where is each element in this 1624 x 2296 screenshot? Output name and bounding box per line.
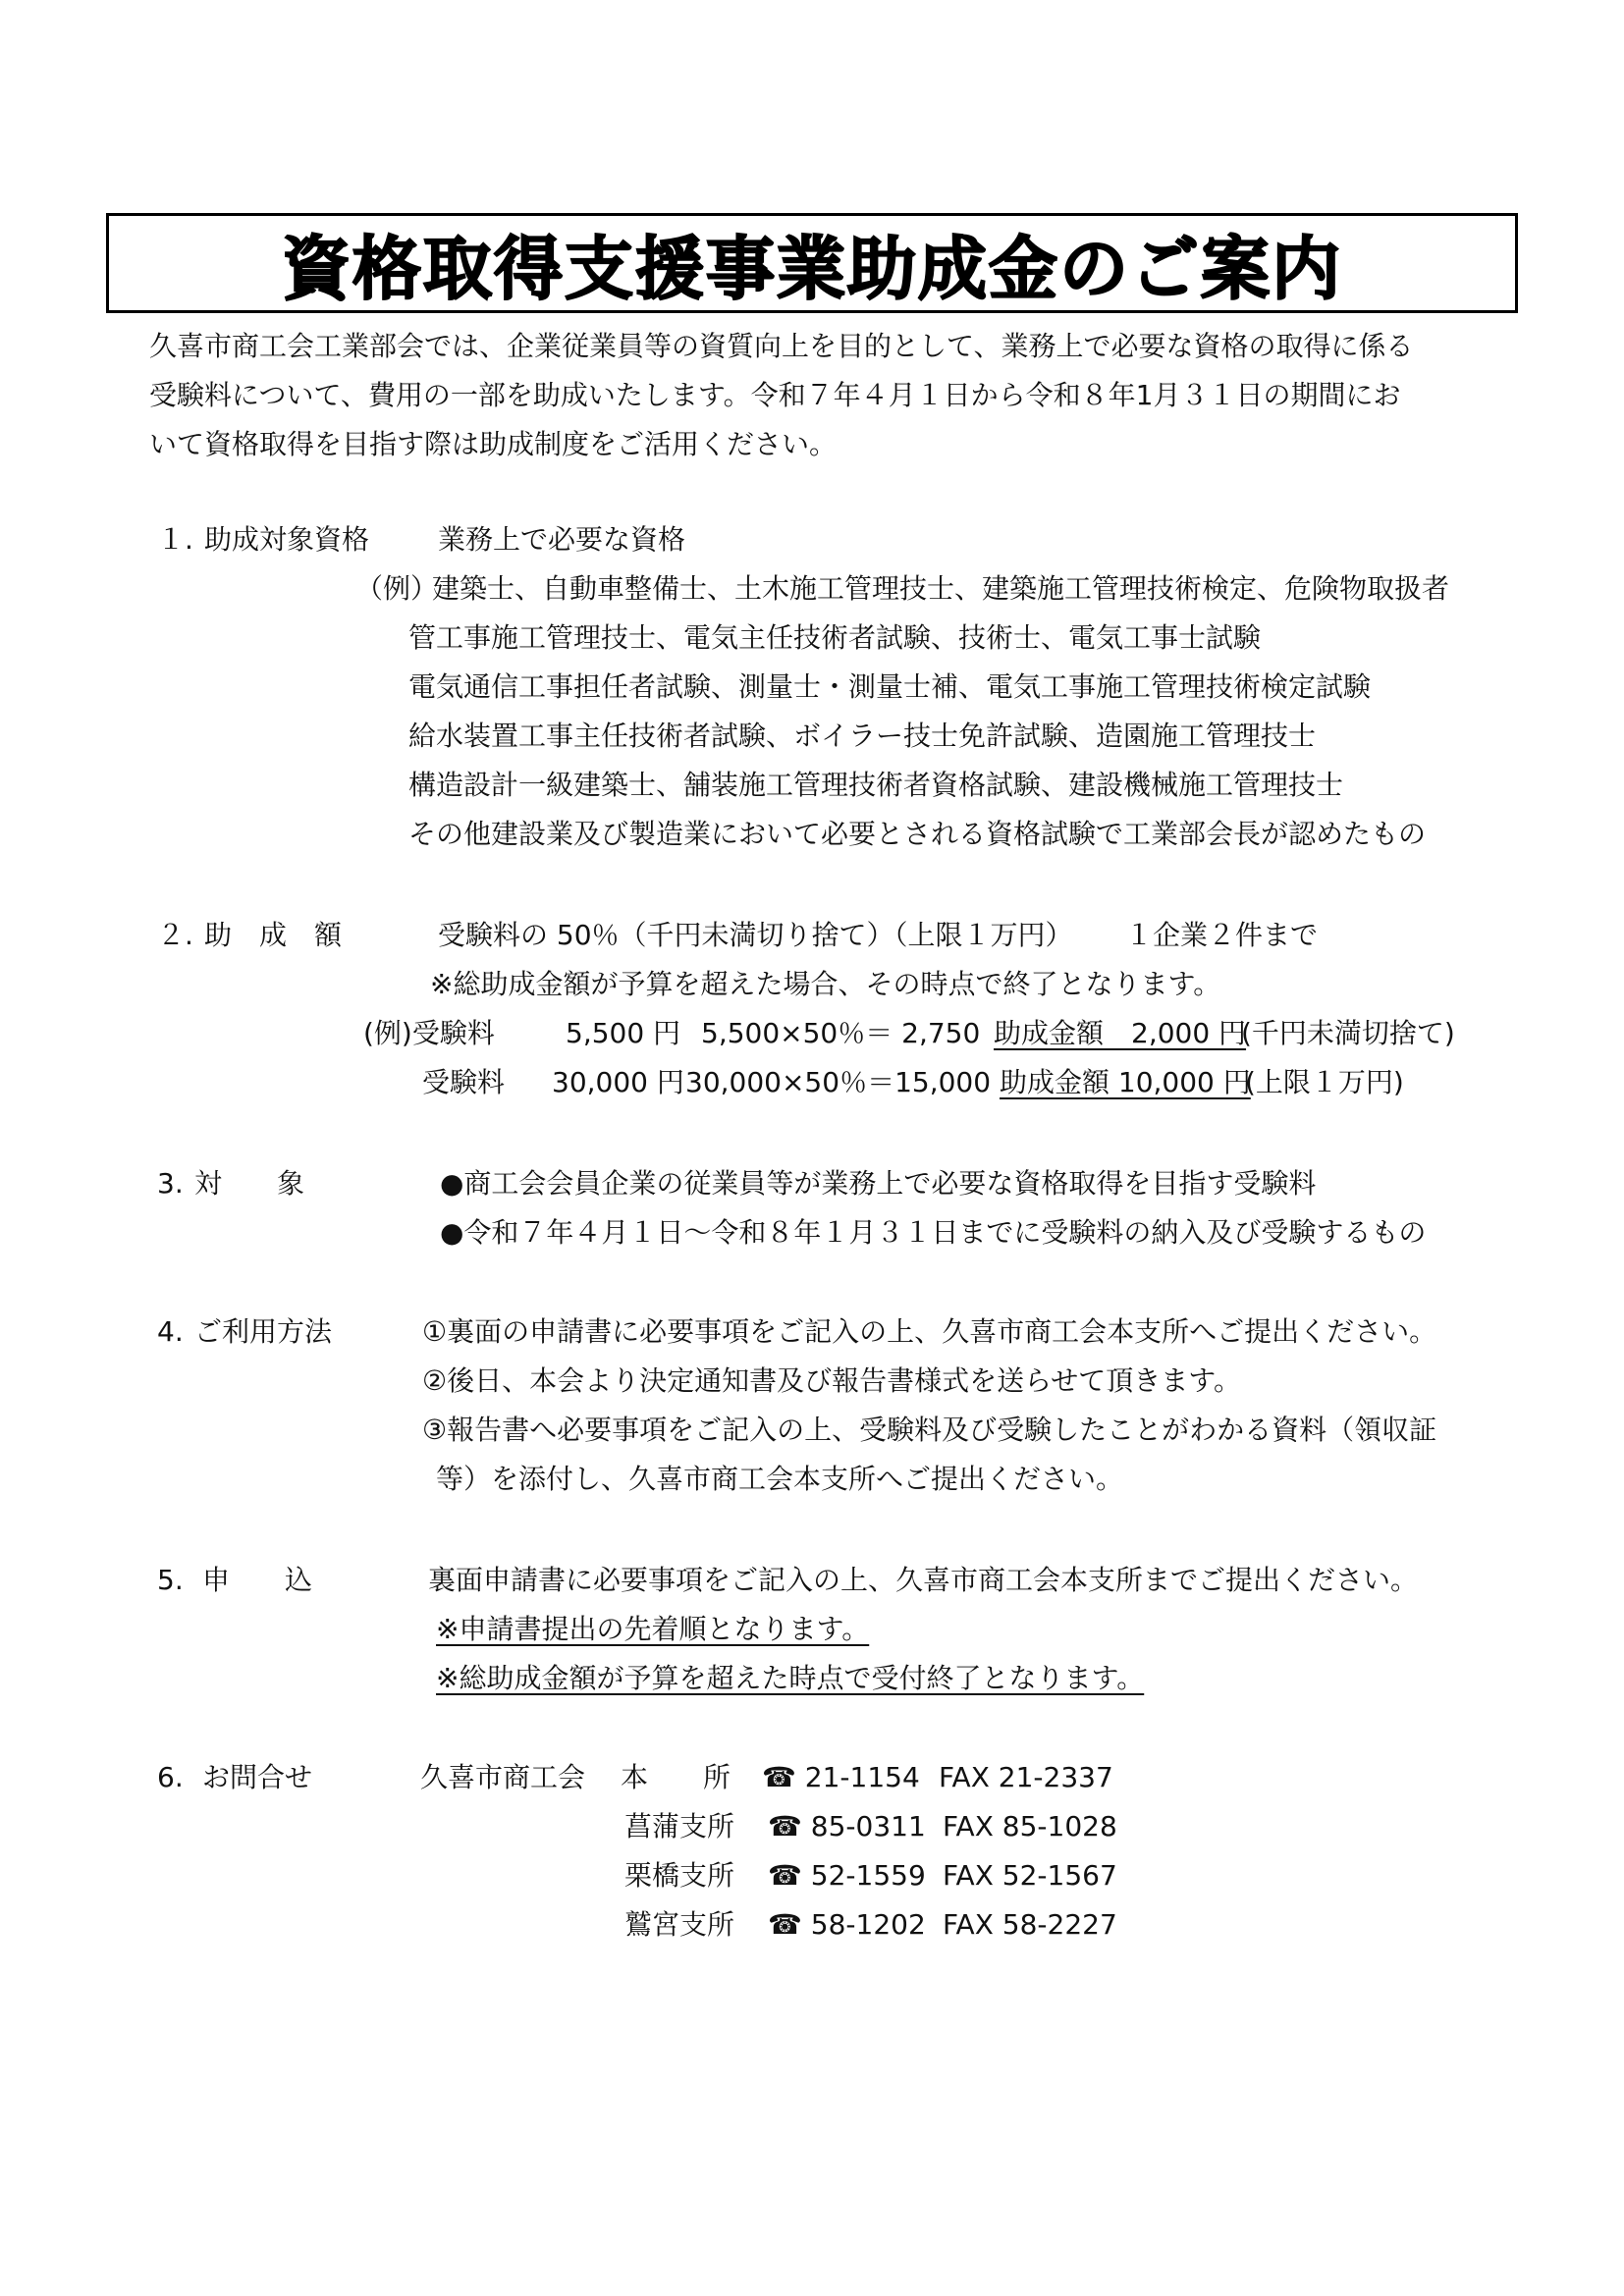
s1-example-prefix: （例） xyxy=(355,572,439,605)
s6-office-fax: FAX 58-2227 xyxy=(943,1908,1117,1941)
s6-office-name: 菖蒲支所 xyxy=(624,1810,735,1842)
s6-office-name: 栗橋支所 xyxy=(624,1859,735,1892)
s3-label: 対 象 xyxy=(194,1167,305,1200)
s5-label: 申 込 xyxy=(202,1564,313,1596)
s2-number: ２. xyxy=(157,919,193,951)
s2-example2-calc: 30,000×50％＝15,000 xyxy=(685,1066,992,1098)
s6-office-fax: FAX 21-2337 xyxy=(939,1761,1113,1793)
s6-office-tel: ☎ 85-0311 xyxy=(768,1810,926,1842)
title-box xyxy=(106,213,1518,313)
s6-office-tel: ☎ 21-1154 xyxy=(762,1761,920,1793)
s3-number: 3. xyxy=(157,1167,184,1200)
s4-label: ご利用方法 xyxy=(194,1315,333,1348)
s1-label: 助成対象資格 xyxy=(204,523,370,556)
s6-office-fax: FAX 85-1028 xyxy=(943,1810,1117,1842)
s2-label: 助 成 額 xyxy=(204,919,343,951)
s1-example-line: 電気通信工事担任者試験、測量士・測量士補、電気工事施工管理技術検定試験 xyxy=(408,670,1372,703)
s5-number: 5. xyxy=(157,1564,184,1596)
s1-example-line: 構造設計一級建築士、舗装施工管理技術者資格試験、建設機械施工管理技士 xyxy=(408,769,1344,801)
s3-item: ●令和７年４月１日～令和８年１月３１日までに受験料の納入及び受験するもの xyxy=(440,1216,1427,1249)
s1-example-line: 給水装置工事主任技術者試験、ボイラー技士免許試験、造園施工管理技士 xyxy=(408,720,1317,752)
s4-item: ③報告書へ必要事項をご記入の上、受験料及び受験したことがわかる資料（領収証 xyxy=(422,1414,1437,1446)
s6-label: お問合せ xyxy=(202,1761,313,1793)
s1-example-line: その他建設業及び製造業において必要とされる資格試験で工業部会長が認めたもの xyxy=(408,818,1427,850)
s1-value: 業務上で必要な資格 xyxy=(438,523,686,556)
s1-example-line: 管工事施工管理技士、電気主任技術者試験、技術士、電気工事士試験 xyxy=(408,621,1262,654)
page-title: 資格取得支援事業助成金のご案内 xyxy=(282,228,1342,309)
s6-office-name: 鷲宮支所 xyxy=(624,1908,735,1941)
intro-line-3: いて資格取得を目指す際は助成制度をご活用ください。 xyxy=(149,428,838,460)
s2-example1-prefix: (例)受験料 xyxy=(363,1017,495,1049)
intro-line-1: 久喜市商工会工業部会では、企業従業員等の資質向上を目的として、業務上で必要な資格の取得に係る xyxy=(149,330,1414,362)
s2-limit: １企業２件まで xyxy=(1125,919,1319,951)
s6-office-fax: FAX 52-1567 xyxy=(943,1859,1117,1892)
s2-example1-grant: 助成金額 2,000 円 xyxy=(994,1017,1247,1049)
s1-example-line: 建築士、自動車整備士、土木施工管理技士、建築施工管理技術検定、危険物取扱者 xyxy=(432,572,1450,605)
s6-office-tel: ☎ 52-1559 xyxy=(768,1859,926,1892)
s2-example1-fee: 5,500 円 xyxy=(566,1017,681,1049)
intro-line-2: 受験料について、費用の一部を助成いたします。令和７年４月１日から令和８年1月３１日の期間にお xyxy=(149,379,1401,411)
s2-example2-tail: (上限１万円) xyxy=(1245,1066,1404,1098)
s4-number: 4. xyxy=(157,1315,184,1348)
s4-item: 等）を添付し、久喜市商工会本支所へご提出ください。 xyxy=(436,1463,1124,1495)
s6-org: 久喜市商工会 xyxy=(420,1761,586,1793)
s2-example2-prefix: 受験料 xyxy=(422,1066,506,1098)
s5-note-1: ※申請書提出の先着順となります。 xyxy=(436,1613,870,1645)
s6-number: 6. xyxy=(157,1761,184,1793)
s3-item: ●商工会会員企業の従業員等が業務上で必要な資格取得を目指す受験料 xyxy=(440,1167,1317,1200)
s4-item: ②後日、本会より決定通知書及び報告書様式を送らせて頂きます。 xyxy=(422,1364,1242,1397)
s1-number: １. xyxy=(157,523,193,556)
s5-value: 裏面申請書に必要事項をご記入の上、久喜市商工会本支所までご提出ください。 xyxy=(428,1564,1419,1596)
s2-example1-calc: 5,500×50％＝ 2,750 xyxy=(701,1017,981,1049)
s6-office-tel: ☎ 58-1202 xyxy=(768,1908,926,1941)
s2-example1-tail: (千円未満切捨て) xyxy=(1241,1017,1455,1049)
s5-note-2: ※総助成金額が予算を超えた時点で受付終了となります。 xyxy=(436,1662,1145,1694)
s6-office-name: 本 所 xyxy=(621,1761,731,1793)
s2-example2-grant: 助成金額 10,000 円 xyxy=(1000,1066,1251,1098)
s4-item: ①裏面の申請書に必要事項をご記入の上、久喜市商工会本支所へご提出ください。 xyxy=(422,1315,1437,1348)
s2-example2-fee: 30,000 円 xyxy=(552,1066,684,1098)
s2-note: ※総助成金額が予算を超えた場合、その時点で終了となります。 xyxy=(430,968,1221,1000)
s2-value: 受験料の 50％（千円未満切り捨て）（上限１万円） xyxy=(438,919,1073,951)
